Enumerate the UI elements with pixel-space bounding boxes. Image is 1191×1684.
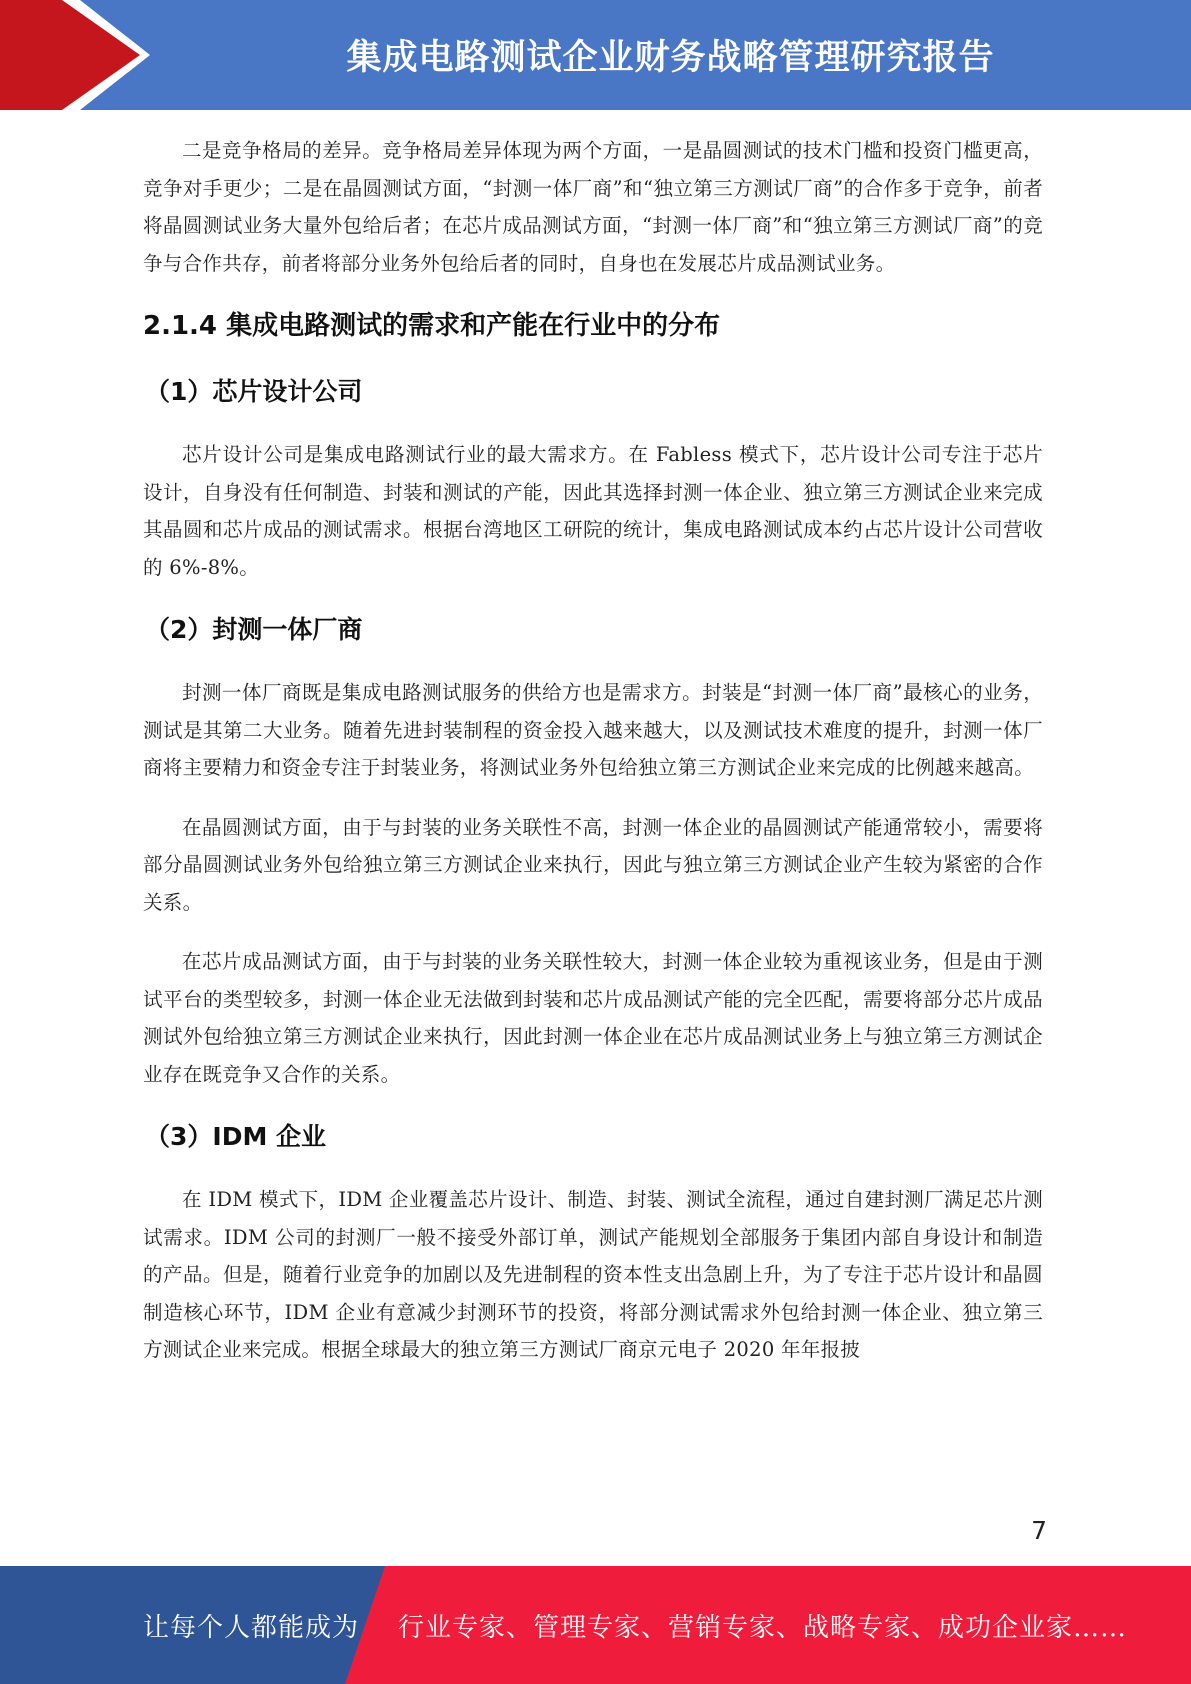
paragraph-osat-1: 封测一体厂商既是集成电路测试服务的供给方也是需求方。封装是“封测一体厂商”最核心的业务，测试是其第二大业务。随着先进封装制程的资金投入越来越大，以及测试技术难度的提升，封测一体厂商将主要精力和资金专注于封装业务，将测试业务外包给独立第三方测试企业来完成的比例越来越高。 bbox=[143, 681, 1043, 779]
header-title: 集成电路测试企业财务战略管理研究报告 bbox=[346, 38, 995, 78]
page-number: 7 bbox=[1031, 1516, 1047, 1545]
footer-slogan-right: 行业专家、管理专家、营销专家、战略专家、成功企业家…… bbox=[398, 1612, 1128, 1643]
page-header bbox=[0, 0, 1191, 110]
paragraph-osat-2: 在晶圆测试方面，由于与封装的业务关联性不高，封测一体企业的晶圆测试产能通常较小，需要将部分晶圆测试业务外包给独立第三方测试企业来执行，因此与独立第三方测试企业产生较为紧密的合作关系。 bbox=[143, 815, 1043, 914]
document-body bbox=[143, 132, 1043, 1391]
paragraph-chip-design: 芯片设计公司是集成电路测试行业的最大需求方。在 Fabless 模式下，芯片设计公司专注于芯片设计，自身没有任何制造、封装和测试的产能，因此其选择封测一体企业、独立第三方测试企业来完成其晶圆和芯片成品的测试需求。根据台湾地区工研院的统计，集成电路测试成本约占芯片设计公司营收的 6%-8%。 bbox=[143, 443, 1043, 579]
page-footer bbox=[0, 1566, 1191, 1684]
header-red-chevron bbox=[0, 0, 150, 110]
subheading-osat: （2）封测一体厂商 bbox=[145, 615, 363, 644]
subheading-idm: （3）IDM 企业 bbox=[145, 1122, 327, 1151]
subheading-chip-design: （1）芯片设计公司 bbox=[145, 377, 363, 406]
footer-slogan-left: 让每个人都能成为 bbox=[143, 1612, 360, 1643]
paragraph-osat-3: 在芯片成品测试方面，由于与封装的业务关联性较大，封测一体企业较为重视该业务，但是由于测试平台的类型较多，封测一体企业无法做到封装和芯片成品测试产能的完全匹配，需要将部分芯片成品测试外包给独立第三方测试企业来执行，因此封测一体企业在芯片成品测试业务上与独立第三方测试企业存在既竞争又合作的关系。 bbox=[143, 950, 1043, 1086]
paragraph-idm: 在 IDM 模式下，IDM 企业覆盖芯片设计、制造、封装、测试全流程，通过自建封测厂满足芯片测试需求。IDM 公司的封测厂一般不接受外部订单，测试产能规划全部服务于集团内部自身设计和制造的产品。但是，随着行业竞争的加剧以及先进制程的资本性支出急剧上升，为了专注于芯片设计和晶圆制造核心环节，IDM 企业有意减少封测环节的投资，将部分测试需求外包给封测一体企业、独立第三方测试企业来完成。根据全球最大的独立第三方测试厂商京元电子 2020 年年报披 bbox=[143, 1188, 1043, 1361]
section-heading-2-1-4: 2.1.4 集成电路测试的需求和产能在行业中的分布 bbox=[143, 311, 721, 341]
paragraph-competition: 二是竞争格局的差异。竞争格局差异体现为两个方面，一是晶圆测试的技术门槛和投资门槛更高，竞争对手更少；二是在晶圆测试方面，“封测一体厂商”和“独立第三方测试厂商”的合作多于竞争，前者将晶圆测试业务大量外包给后者；在芯片成品测试方面，“封测一体厂商”和“独立第三方测试厂商”的竞争与合作共存，前者将部分业务外包给后者的同时，自身也在发展芯片成品测试业务。 bbox=[143, 139, 1043, 275]
